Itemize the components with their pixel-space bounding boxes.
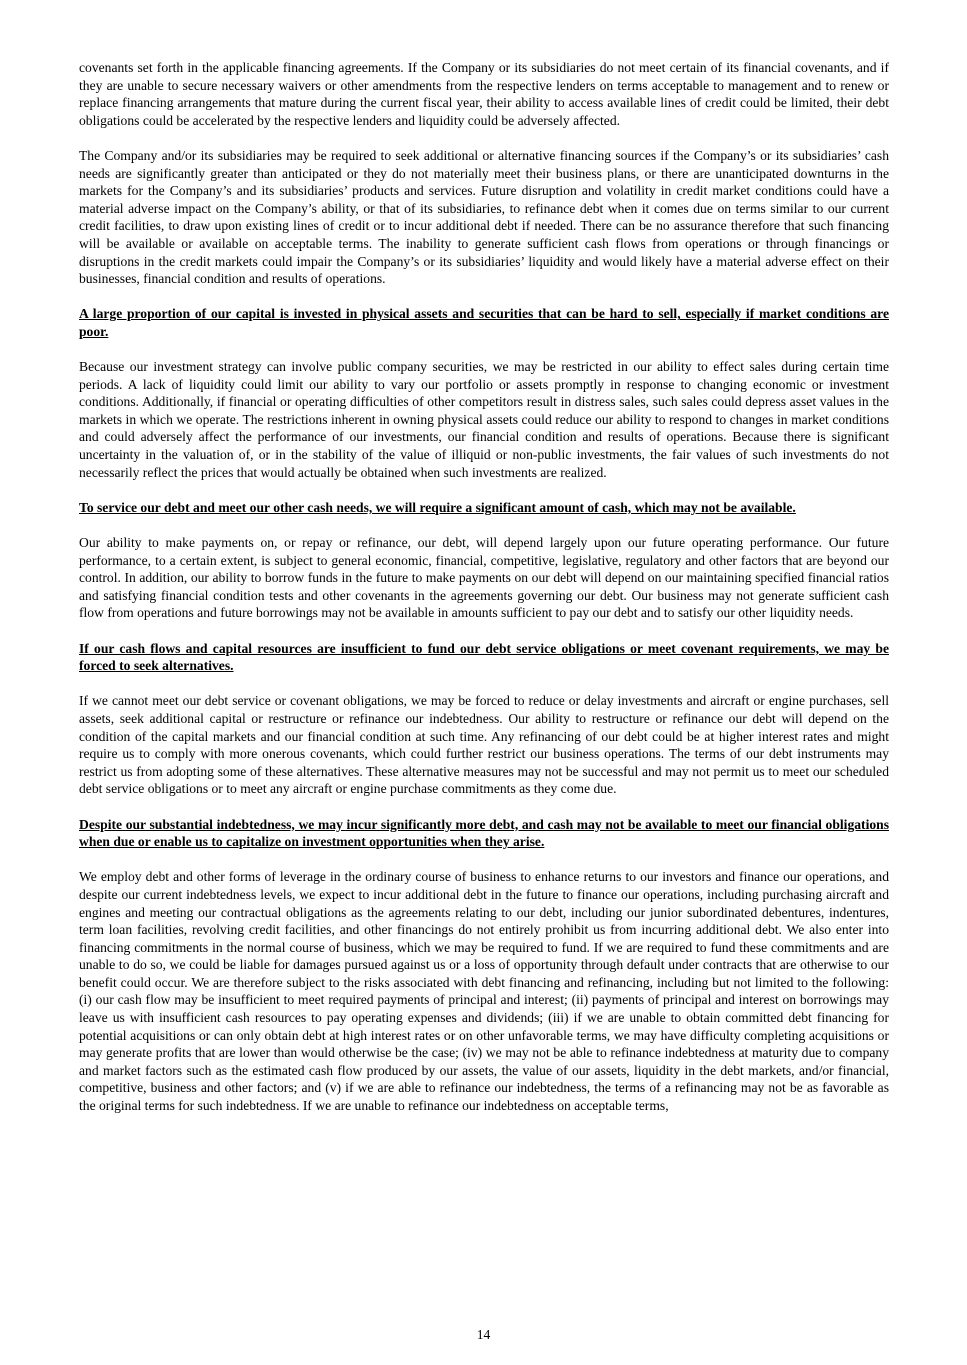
paragraph-leverage-risks: We employ debt and other forms of leverage in the ordinary course of business to enhance returns to our investors and finance our operations, and despite our current indebtedness levels, we expect to incur additional debt in the future to finance our operations, including purchasing aircraft and engines and meeting our contractual obligations as the agreements relating to our debt, including our junior subordinated debentures, indentures, term loan facilities, revolving credit facilities, and other financings do not entirely prohibit us from incurring additional debt. We also enter into financing commitments in the normal course of business, which we may be required to fund. If we are required to fund these commitments and are unable to do so, we could be liable for damages pursued against us or a loss of opportunity through default under contracts that are otherwise to our benefit could occur. We are therefore subject to the risks associated with debt financing and refinancing, including but not limited to the following: (i) our cash flow may be insufficient to meet required payments of principal and interest; (ii) payments of principal and interest on borrowings may leave us with insufficient cash resources to pay operating expenses and dividends; (iii) if we are unable to obtain committed debt financing for potential acquisitions or can only obtain debt at high interest rates or on other unfavorable terms, we may have difficulty completing acquisitions or may generate profits that are lower than would otherwise be the case; (iv) we may not be able to refinance indebtedness at maturity due to company and market factors such as the estimated cash flow produced by our assets, the value of our assets, liquidity in the debt markets, and/or financial, competitive, business and other factors; and (v) if we are able to refinance our indebtedness, the terms of a refinancing may not be as favorable as the original terms for such indebtedness. If we are unable to refinance our indebtedness on acceptable terms, xyxy=(79,869,889,1114)
paragraph-investment-liquidity: Because our investment strategy can involve public company securities, we may be restricted in our ability to effect sales during certain time periods. A lack of liquidity could limit our ability to vary our portfolio or assets promptly in response to changing economic or investment conditions. Additionally, if financial or operating difficulties of other competitors result in distress sales, such sales could depress asset values in the markets in which we operate. The restrictions inherent in owning physical assets could reduce our ability to respond to changes in market conditions and could adversely affect the performance of our investments, our financial condition and results of operations. Because there is significant uncertainty in the valuation of, or in the stability of the value of illiquid or non-public investments, the fair values of such investments do not necessarily reflect the prices that would actually be obtained when such investments are realized. xyxy=(79,359,889,480)
page-number: 14 xyxy=(476,1327,491,1342)
heading-insufficient-cash-flows: If our cash flows and capital resources are insufficient to fund our debt service obligations or meet covenant requirements, we may be forced to seek alternatives. xyxy=(79,640,889,674)
heading-substantial-indebtedness: Despite our substantial indebtedness, we may incur significantly more debt, and cash may not be available to meet our financial obligations when due or enable us to capitalize on investment opportunities when they arise. xyxy=(79,816,889,850)
document-body xyxy=(79,59,889,1132)
heading-capital-invested: A large proportion of our capital is invested in physical assets and securities that can be hard to sell, especially if market conditions are poor. xyxy=(79,306,889,339)
paragraph-alternative-financing: The Company and/or its subsidiaries may be required to seek additional or alternative financing sources if the Company’s or its subsidiaries’ cash needs are significantly greater than anticipated or they do not materially meet their business plans, or there are unanticipated downturns in the markets for the Company’s and its subsidiaries’ products and services. Future disruption and volatility in credit market conditions could have a material adverse impact on the Company’s ability, or that of its subsidiaries, to refinance debt when it comes due on terms similar to our current credit facilities, to draw upon existing lines of credit or to incur additional debt if needed. There can be no assurance therefore that such financing will be available or available on acceptable terms. The inability to generate sufficient cash flows from operations or through financings or disruptions in the credit markets could impair the Company’s or its subsidiaries’ liquidity and would likely have a material adverse effect on their businesses, financial condition and results of operations. xyxy=(79,147,889,287)
paragraph-debt-payments: Our ability to make payments on, or repay or refinance, our debt, will depend largely upon our future operating performance. Our future performance, to a certain extent, is subject to general economic, financial, competitive, legislative, regulatory and other factors that are beyond our control. In addition, our ability to borrow funds in the future to make payments on our debt will depend on our maintaining specified financial ratios and satisfying financial condition tests and other covenants in the agreements governing our debt. Our business may not generate sufficient cash flow from operations and future borrowings may not be available in amounts sufficient to pay our debt and to satisfy our other liquidity needs. xyxy=(79,535,889,621)
heading-service-debt: To service our debt and meet our other cash needs, we will require a significant amount of cash, which may not be available. xyxy=(79,499,796,515)
paragraph-debt-service-alternatives: If we cannot meet our debt service or covenant obligations, we may be forced to reduce or delay investments and aircraft or engine purchases, sell assets, seek additional capital or restructure or refinance our indebtedness. Our ability to restructure or refinance our debt will depend on the condition of the capital markets and our financial condition at such time. Any refinancing of our debt could be at higher interest rates and might require us to comply with more onerous covenants, which could further restrict our business operations. The terms of our debt instruments may restrict us from adopting some of these alternatives. These alternative measures may not be successful and may not permit us to meet our scheduled debt service obligations or to meet any aircraft or engine purchase commitments as they come due. xyxy=(79,693,889,797)
paragraph-covenants-continued: covenants set forth in the applicable financing agreements. If the Company or its subsidiaries do not meet certain of its financial covenants, and if they are unable to secure necessary waivers or other amendments from the respective lenders on terms acceptable to management and to renew or replace financing arrangements that mature during the current fiscal year, their ability to access available lines of credit could be limited, their debt obligations could be accelerated by the respective lenders and liquidity could be adversely affected. xyxy=(79,60,889,128)
